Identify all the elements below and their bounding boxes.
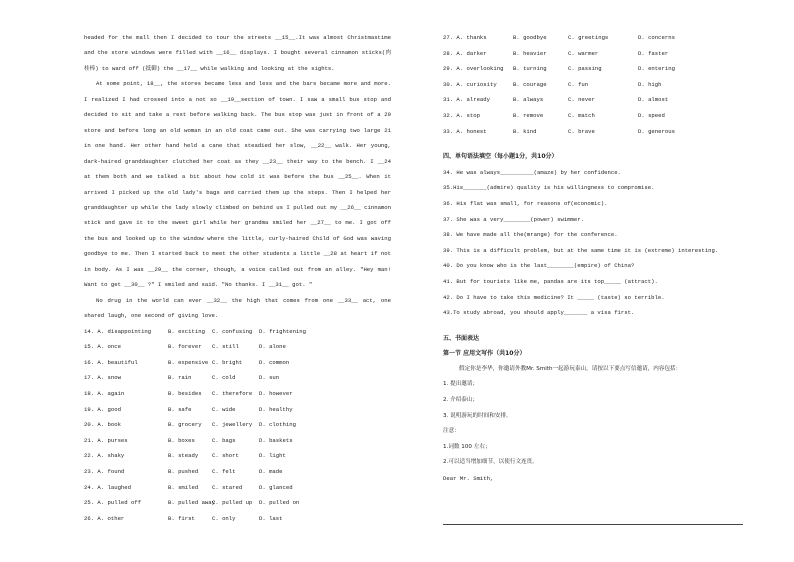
passage-paragraph-3 bbox=[84, 293, 391, 324]
option-a: 14. A. disappointing bbox=[84, 327, 152, 335]
option-c: C. never bbox=[568, 96, 595, 104]
cloze-options-right bbox=[443, 30, 753, 139]
option-d: D. speed bbox=[638, 111, 665, 119]
option-a: 23. A. found bbox=[84, 467, 125, 475]
option-c: C. still bbox=[212, 343, 239, 351]
option-b: B. kind bbox=[513, 127, 537, 135]
grammar-question: 35.His_______(admire) quality is his willingness to compromise. bbox=[443, 184, 655, 192]
passage-paragraph-1: headed for the mall then I decided to tour the streets __15__.It was almost Christmastime and the store windows were filled with __16__ displays. I bought several cinnamon sticks(肉桂棒) to ward off (抵御) the __17__ while walking and looking at the sights. bbox=[84, 34, 391, 72]
grammar-question: 38. We have made all the(mrange) for the conference. bbox=[443, 231, 618, 239]
option-b: B. grocery bbox=[168, 421, 202, 429]
section-5-subtitle: 第一节 应用文写作（共10分） bbox=[443, 350, 526, 358]
cloze-question-row bbox=[84, 464, 391, 480]
option-d: D. faster bbox=[638, 49, 669, 57]
option-a: 22. A. shaky bbox=[84, 452, 125, 460]
option-b: B. smiled bbox=[168, 483, 199, 491]
cloze-question-row bbox=[443, 30, 753, 46]
cloze-question-row bbox=[443, 92, 753, 108]
cloze-question-row bbox=[443, 124, 753, 140]
option-a: 20. A. book bbox=[84, 421, 121, 429]
option-b: B. always bbox=[513, 96, 544, 104]
option-d: D. high bbox=[638, 80, 662, 88]
cloze-question-row bbox=[443, 77, 753, 93]
option-b: B. boxes bbox=[168, 436, 195, 444]
cloze-question-row bbox=[84, 386, 391, 402]
option-b: B. turning bbox=[513, 65, 547, 73]
option-d: D. common bbox=[259, 358, 290, 366]
notes-title: 注意： bbox=[443, 428, 460, 435]
option-a: 24. A. laughed bbox=[84, 483, 131, 491]
option-d: D. made bbox=[259, 467, 283, 475]
option-c: C. pulled up bbox=[212, 499, 253, 507]
cloze-question-row bbox=[84, 370, 391, 386]
section-4-title: 四、单句语法填空（每小题1分，共10分） bbox=[443, 153, 558, 161]
option-d: D. baskets bbox=[259, 436, 293, 444]
option-c: C. bags bbox=[212, 436, 236, 444]
option-c: C. therefore bbox=[212, 389, 253, 397]
option-c: C. felt bbox=[212, 467, 236, 475]
option-b: B. steady bbox=[168, 452, 199, 460]
cloze-question-row bbox=[84, 402, 391, 418]
writing-point: 3. 说明游玩的时间和安排。 bbox=[443, 412, 512, 419]
option-a: 25. A. pulled off bbox=[84, 499, 142, 507]
cloze-options-left bbox=[84, 324, 391, 527]
option-c: C. bright bbox=[212, 358, 243, 366]
option-a: 16. A. beautiful bbox=[84, 358, 138, 366]
option-b: B. forever bbox=[168, 343, 202, 351]
option-c: C. stared bbox=[212, 483, 243, 491]
right-column bbox=[443, 30, 753, 487]
option-c: C. brave bbox=[568, 127, 595, 135]
cloze-question-row bbox=[84, 324, 391, 340]
option-b: B. heavier bbox=[513, 49, 547, 57]
writing-intro: 假定你是李华，你邀请外教Mr. Smith一起游玩泰山，请按以下要点写信邀请，内容包括： bbox=[459, 365, 682, 372]
option-a: 33. A. honest bbox=[443, 127, 487, 135]
grammar-question: 34. He was always__________(amaze) by her confidence. bbox=[443, 168, 621, 176]
cloze-question-row bbox=[443, 46, 753, 62]
cloze-question-row bbox=[84, 355, 391, 371]
left-column bbox=[84, 30, 391, 526]
writing-points bbox=[443, 377, 753, 424]
option-d: D. last bbox=[259, 514, 283, 522]
cloze-question-row bbox=[84, 417, 391, 433]
option-b: B. first bbox=[168, 514, 195, 522]
option-a: 26. A. other bbox=[84, 514, 125, 522]
option-a: 15. A. once bbox=[84, 343, 121, 351]
option-a: 29. A. overlooking bbox=[443, 65, 504, 73]
option-c: C. passing bbox=[568, 65, 602, 73]
option-b: B. besides bbox=[168, 389, 202, 397]
passage-paragraph-2 bbox=[84, 76, 391, 292]
option-d: D. however bbox=[259, 389, 293, 397]
option-d: D. clothing bbox=[259, 421, 296, 429]
option-d: D. entering bbox=[638, 65, 675, 73]
option-c: C. confusing bbox=[212, 327, 253, 335]
option-a: 21. A. purses bbox=[84, 436, 128, 444]
option-c: C. fun bbox=[568, 80, 589, 88]
option-a: 17. A. snow bbox=[84, 374, 121, 382]
option-b: B. remove bbox=[513, 111, 544, 119]
option-d: D. glanced bbox=[259, 483, 293, 491]
option-a: 28. A. darker bbox=[443, 49, 487, 57]
option-d: D. pulled on bbox=[259, 499, 300, 507]
grammar-question: 43.To study abroad, you should apply_______ a visa first. bbox=[443, 309, 635, 317]
cloze-question-row bbox=[84, 511, 391, 527]
cloze-question-row bbox=[84, 448, 391, 464]
passage-paragraph-2-text: At some point, 18__, the stores became less and less and the bars became more and more. I realized I had crossed into a not so __19__section of town. I saw a small bus stop and decided to sit and take a rest before walking back. The bus stop was just in front of a 20 store and before long an old woman in an old coat came out. She was carrying two large 21 in one hand. Her other hand held a cane that steadied her slow, __22__ walk. Her young, dark-haired granddaughter clutched her coat as they __23__ their way to the bench. I __24 at them both and we talked a bit about how cold it was before the bus __25__. When it arrived I picked up the old lady's bags and carried them up the steps. Then I helped her granddaughter up while the lady slowly climbed on behind us I pulled out my __26__ cinnamon stick and gave it to the sweet girl while her grandma smiled her __27__ to me. I got off the bus and looked up to the window where the little, curly-haired Child of God was waving goodbye to me. Then I started back to meet the other students a little __28 at heart if not in body. As I was __29__ the corner, though, a voice called out from an alley. "Hey man! Want to get __30__ ?" I smiled and said. "No thanks. I __31__ got. " bbox=[84, 80, 391, 289]
grammar-question: 36. His flat was small, for reasons of(economic). bbox=[443, 199, 608, 207]
grammar-question: 42. Do I have to take this medicine? It _____ (taste) so terrible. bbox=[443, 293, 665, 301]
grammar-question: 40. Do you know who is the last________(empire) of China? bbox=[443, 262, 635, 270]
option-d: D. concerns bbox=[638, 34, 675, 41]
option-b: B. exciting bbox=[168, 327, 205, 335]
option-b: B. expensive bbox=[168, 358, 209, 366]
option-b: B. courage bbox=[513, 80, 547, 88]
option-c: C. short bbox=[212, 452, 239, 460]
option-a: 19. A. good bbox=[84, 405, 121, 413]
option-a: 31. A. already bbox=[443, 96, 490, 104]
cloze-question-row bbox=[443, 108, 753, 124]
writing-note: 2.可以适当增加细节，以使行文连贯。 bbox=[443, 459, 538, 466]
option-d: D. alone bbox=[259, 343, 286, 351]
option-a: 30. A. curiosity bbox=[443, 80, 497, 88]
option-d: D. almost bbox=[638, 96, 669, 104]
grammar-question: 39. This is a difficult problem, but at the same time it is (extreme) interesting. bbox=[443, 246, 719, 254]
grammar-question: 37. She was a very________(power) swimmer. bbox=[443, 215, 584, 223]
cloze-question-row bbox=[84, 495, 391, 511]
option-c: C. only bbox=[212, 514, 236, 522]
cloze-question-row bbox=[84, 480, 391, 496]
cloze-question-row bbox=[84, 433, 391, 449]
writing-notes bbox=[443, 440, 753, 471]
option-a: 32. A. stop bbox=[443, 111, 480, 119]
section-5-title: 五、书面表达 bbox=[443, 334, 480, 342]
writing-note: 1.词数 100 左右； bbox=[443, 443, 491, 450]
option-c: C. warmer bbox=[568, 49, 599, 57]
grammar-questions bbox=[443, 165, 753, 321]
option-c: C. jewellery bbox=[212, 421, 253, 429]
option-a: 18. A. again bbox=[84, 389, 125, 397]
option-c: C. cold bbox=[212, 374, 236, 382]
writing-point: 1. 提出邀请； bbox=[443, 381, 479, 388]
option-d: D. generous bbox=[638, 127, 675, 135]
option-d: D. sun bbox=[259, 374, 280, 382]
letter-salutation: Dear Mr. Smith, bbox=[443, 475, 494, 483]
option-a: 27. A. thanks bbox=[443, 34, 487, 41]
option-b: B. rain bbox=[168, 374, 192, 382]
option-b: B. goodbye bbox=[513, 34, 547, 41]
option-d: D. frightening bbox=[259, 327, 306, 335]
option-c: C. wide bbox=[212, 405, 236, 413]
writing-answer-line bbox=[443, 524, 743, 525]
option-b: B. safe bbox=[168, 405, 192, 413]
option-d: D. light bbox=[259, 452, 286, 460]
writing-point: 2. 介绍泰山； bbox=[443, 397, 479, 404]
option-b: B. pulled away bbox=[168, 499, 215, 507]
option-d: D. healthy bbox=[259, 405, 293, 413]
cloze-question-row bbox=[84, 339, 391, 355]
passage-paragraph-3-text: No drug in the world can ever __32__ the high that comes from one __33__ act, one shared laugh, one second of giving love. bbox=[84, 296, 391, 320]
option-b: B. pushed bbox=[168, 467, 199, 475]
option-c: C. greetings bbox=[568, 34, 609, 41]
grammar-question: 41. But for tourists like me, pandas are its top_____ (attract). bbox=[443, 277, 658, 285]
cloze-question-row bbox=[443, 61, 753, 77]
option-c: C. match bbox=[568, 111, 595, 119]
